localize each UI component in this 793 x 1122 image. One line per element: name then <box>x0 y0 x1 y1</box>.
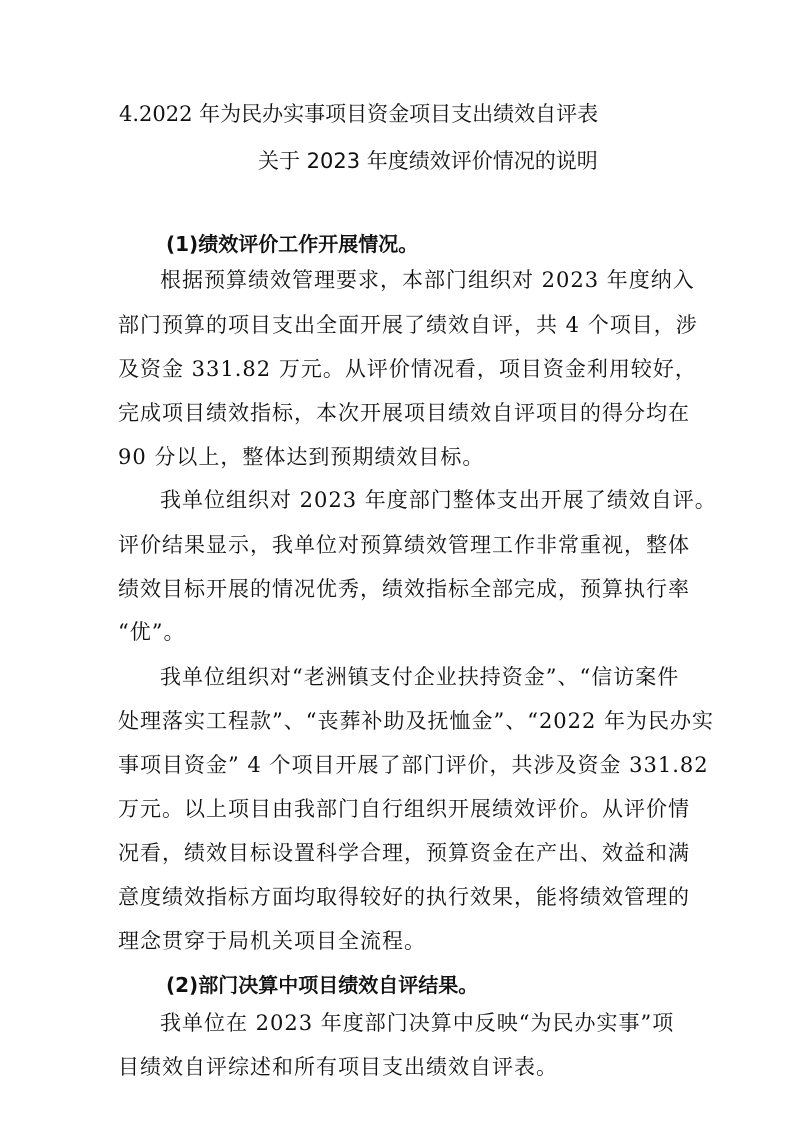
paragraph-line: 及资金 331.82 万元。从评价情况看，项目资金利用较好， <box>118 357 697 381</box>
paragraph-line: 事项目资金” 4 个项目开展了部门评价，共涉及资金 331.82 <box>118 753 709 777</box>
paragraph-line: 处理落实工程款”、“丧葬补助及抚恤金”、“2022 年为民办实 <box>118 709 715 733</box>
paragraph-line: 我单位组织对“老洲镇支付企业扶持资金”、“信访案件 <box>160 665 680 689</box>
paragraph-line: 根据预算绩效管理要求，本部门组织对 2023 年度纳入 <box>160 268 695 292</box>
paragraph-line: 况看，绩效目标设置科学合理，预算资金在产出、效益和满 <box>118 841 690 865</box>
paragraph-line: 90 分以上，整体达到预期绩效目标。 <box>118 445 485 469</box>
section-2-heading: (2)部门决算中项目绩效自评结果。 <box>166 973 479 997</box>
paragraph-line: 意度绩效指标方面均取得较好的执行效果，能将绩效管理的 <box>118 885 690 909</box>
paragraph-line: 目绩效自评综述和所有项目支出绩效自评表。 <box>118 1055 558 1079</box>
section-1-heading: (1)绩效评价工作开展情况。 <box>166 232 419 256</box>
paragraph-line: 我单位组织对 2023 年度部门整体支出开展了绩效自评。 <box>160 488 717 512</box>
paragraph-line: 绩效目标开展的情况优秀，绩效指标全部完成，预算执行率 <box>118 577 690 601</box>
paragraph-line: 万元。以上项目由我部门自行组织开展绩效评价。从评价情 <box>118 797 690 821</box>
paragraph-line: 评价结果显示，我单位对预算绩效管理工作非常重视，整体 <box>118 533 690 557</box>
paragraph-line: 部门预算的项目支出全面开展了绩效自评，共 4 个项目，涉 <box>118 313 698 337</box>
top-heading: 4.2022 年为民办实事项目资金项目支出绩效自评表 <box>119 102 599 126</box>
document-title: 关于 2023 年度绩效评价情况的说明 <box>258 149 598 173</box>
paragraph-line: 我单位在 2023 年度部门决算中反映“为民办实事”项 <box>160 1011 675 1035</box>
paragraph-line: 完成项目绩效指标，本次开展项目绩效自评项目的得分均在 <box>118 401 690 425</box>
paragraph-line: 理念贯穿于局机关项目全流程。 <box>118 929 426 953</box>
paragraph-line: “优”。 <box>118 620 186 644</box>
